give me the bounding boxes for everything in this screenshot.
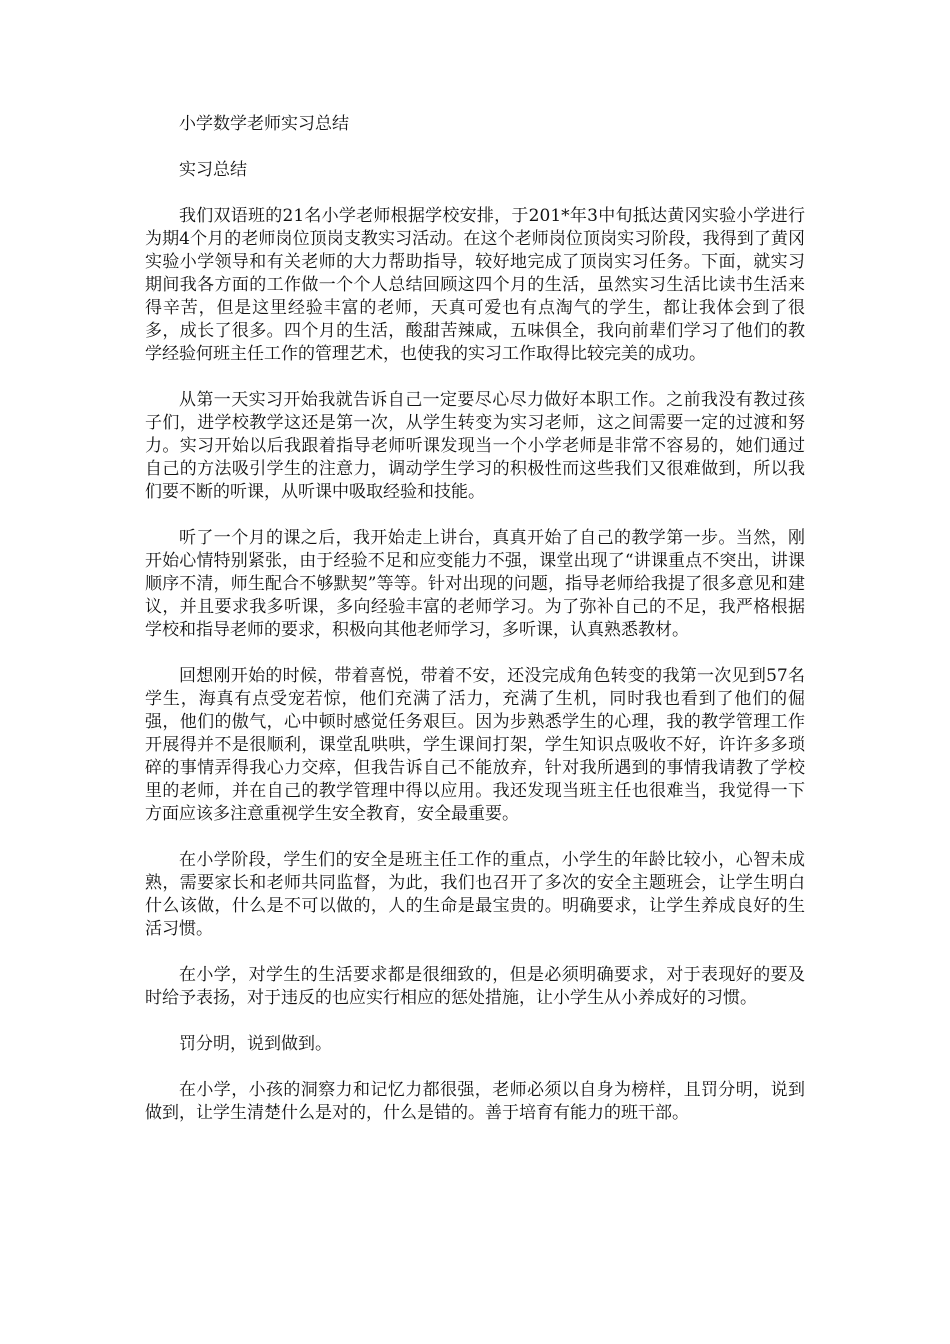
paragraph-7: 罚分明，说到做到。 xyxy=(179,1034,332,1054)
paragraph-5: 在小学阶段，学生们的安全是班主任工作的重点，小学生的年龄比较小，心智未成熟，需要家长和老师共同监督，为此，我们也召开了多次的安全主题班会，让学生明白什么该做，什么是不可以做的，人的生命是最宝贵的。明确要求，让学生养成良好的生活习惯。 xyxy=(145,850,805,939)
paragraph-8: 在小学，小孩的洞察力和记忆力都很强，老师必须以自身为榜样，且罚分明，说到做到，让学生清楚什么是对的，什么是错的。善于培育有能力的班干部。 xyxy=(145,1080,805,1123)
document-body xyxy=(145,113,805,1148)
document-subtitle: 实习总结 xyxy=(179,160,247,180)
document-title: 小学数学老师实习总结 xyxy=(179,114,349,134)
paragraph-3: 听了一个月的课之后，我开始走上讲台，真真开始了自己的教学第一步。当然，刚开始心情特别紧张，由于经验不足和应变能力不强，课堂出现了“讲课重点不突出，讲课顺序不清，师生配合不够默契”等等。针对出现的问题，指导老师给我提了很多意见和建议，并且要求我多听课，多向经验丰富的老师学习。为了弥补自己的不足，我严格根据学校和指导老师的要求，积极向其他老师学习，多听课，认真熟悉教材。 xyxy=(145,528,805,640)
paragraph-2: 从第一天实习开始我就告诉自己一定要尽心尽力做好本职工作。之前我没有教过孩子们，进学校教学这还是第一次，从学生转变为实习老师，这之间需要一定的过渡和努力。实习开始以后我跟着指导老师听课发现当一个小学老师是非常不容易的，她们通过自己的方法吸引学生的注意力，调动学生学习的积极性而这些我们又很难做到，所以我们要不断的听课，从听课中吸取经验和技能。 xyxy=(145,390,805,502)
paragraph-1: 我们双语班的21名小学老师根据学校安排，于201*年3中旬抵达黄冈实验小学进行为期4个月的老师岗位顶岗支教实习活动。在这个老师岗位顶岗实习阶段，我得到了黄冈实验小学领导和有关老师的大力帮助指导，较好地完成了顶岗实习任务。下面，就实习期间我各方面的工作做一个个人总结回顾这四个月的生活，虽然实习生活比读书生活来得辛苦，但是这里经验丰富的老师，天真可爱也有点淘气的学生，都让我体会到了很多，成长了很多。四个月的生活，酸甜苦辣咸，五味俱全，我向前辈们学习了他们的教学经验何班主任工作的管理艺术，也使我的实习工作取得比较完美的成功。 xyxy=(145,206,805,364)
paragraph-4: 回想刚开始的时候，带着喜悦，带着不安，还没完成角色转变的我第一次见到57名学生，海真有点受宠若惊，他们充满了活力，充满了生机，同时我也看到了他们的倔强，他们的傲气，心中顿时感觉任务艰巨。因为步熟悉学生的心理，我的教学管理工作开展得并不是很顺利，课堂乱哄哄，学生课间打架，学生知识点吸收不好，许许多多琐碎的事情弄得我心力交瘁，但我告诉自己不能放弃，针对我所遇到的事情我请教了学校里的老师，并在自己的教学管理中得以应用。我还发现当班主任也很难当，我觉得一下方面应该多注意重视学生安全教育，安全最重要。 xyxy=(145,666,805,824)
paragraph-6: 在小学，对学生的生活要求都是很细致的，但是必须明确要求，对于表现好的要及时给予表扬，对于违反的也应实行相应的惩处措施，让小学生从小养成好的习惯。 xyxy=(145,965,805,1008)
